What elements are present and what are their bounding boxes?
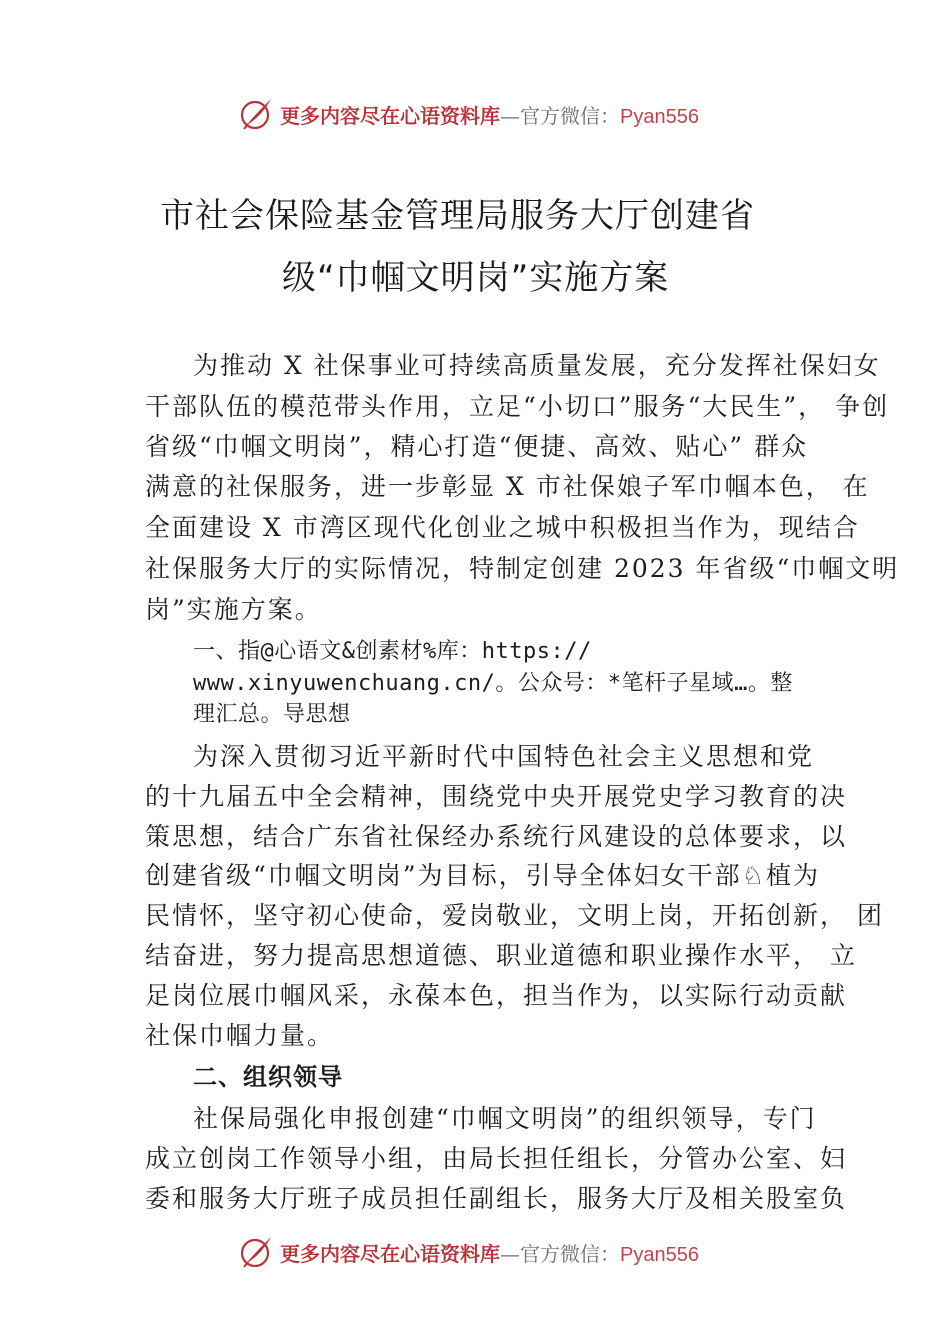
banner-prefix: 更多内容尽在心语资料库 xyxy=(280,1242,500,1266)
paragraph-line: 成立创岗工作领导小组，由局长担任组长，分管办公室、妇 xyxy=(145,1144,848,1173)
paragraph-line: 社保巾帼力量。 xyxy=(145,1021,335,1050)
banner-dash: — xyxy=(500,104,520,128)
document-title-line-1: 市社会保险基金管理局服务大厅创建省 xyxy=(160,196,755,236)
banner-text xyxy=(280,1238,699,1267)
banner-dash: — xyxy=(500,1242,520,1266)
paragraph-line: 策思想，结合广东省社保经办系统行风建设的总体要求，以 xyxy=(145,822,848,851)
banner-account: Pyan556 xyxy=(620,1244,699,1266)
paragraph-line: 为推动 X 社保事业可持续高质量发展，充分发挥社保妇女 xyxy=(193,351,881,380)
section-heading-line: 一、指@心语文&创素材%库：https:// xyxy=(193,639,592,664)
paragraph-line: 创建省级“巾帼文明岗”为目标，引导全体妇女干部♘植为 xyxy=(145,861,820,890)
paragraph-line: 岗”实施方案。 xyxy=(145,595,322,624)
section-heading-line: www.xinyuwenchuang.cn/。公众号：*笔杆子星域…。整 xyxy=(193,671,793,696)
banner-label: 官方微信： xyxy=(520,104,620,128)
paragraph-line: 省级“巾帼文明岗”，精心打造“便捷、高效、贴心” 群众 xyxy=(145,432,809,461)
section-heading: 二、组织领导 xyxy=(193,1063,343,1091)
quill-logo-icon xyxy=(238,96,274,132)
paragraph-line: 结奋进，努力提高思想道德、职业道德和职业操作水平， 立 xyxy=(145,941,857,970)
footer-banner xyxy=(0,1232,950,1272)
paragraph-line: 干部队伍的模范带头作用，立足“小切口”服务“大民生”， 争创 xyxy=(145,392,890,421)
quill-logo-icon xyxy=(238,1234,274,1270)
paragraph-line: 委和服务大厅班子成员担任副组长，服务大厅及相关股室负 xyxy=(145,1184,848,1213)
banner-account: Pyan556 xyxy=(620,106,699,128)
banner-prefix: 更多内容尽在心语资料库 xyxy=(280,104,500,128)
section-heading-line: 理汇总。导思想 xyxy=(193,702,351,727)
paragraph-line: 民情怀，坚守初心使命，爱岗敬业，文明上岗，开拓创新， 团 xyxy=(145,901,884,930)
paragraph-line: 社保局强化申报创建“巾帼文明岗”的组织领导，专门 xyxy=(193,1104,817,1133)
banner-text xyxy=(280,100,699,129)
banner-label: 官方微信： xyxy=(520,1242,620,1266)
paragraph-line: 为深入贯彻习近平新时代中国特色社会主义思想和党 xyxy=(193,742,815,771)
paragraph-line: 的十九届五中全会精神，围绕党中央开展党史学习教育的决 xyxy=(145,782,848,811)
header-banner xyxy=(0,94,950,134)
document-title-line-2: 级“巾帼文明岗”实施方案 xyxy=(282,258,670,298)
paragraph-line: 社保服务大厅的实际情况，特制定创建 2023 年省级“巾帼文明 xyxy=(145,554,900,583)
paragraph-line: 足岗位展巾帼风采，永葆本色，担当作为，以实际行动贡献 xyxy=(145,981,848,1010)
paragraph-line: 满意的社保服务，进一步彰显 X 市社保娘子军巾帼本色， 在 xyxy=(145,472,870,501)
paragraph-line: 全面建设 X 市湾区现代化创业之城中积极担当作为，现结合 xyxy=(145,513,860,542)
